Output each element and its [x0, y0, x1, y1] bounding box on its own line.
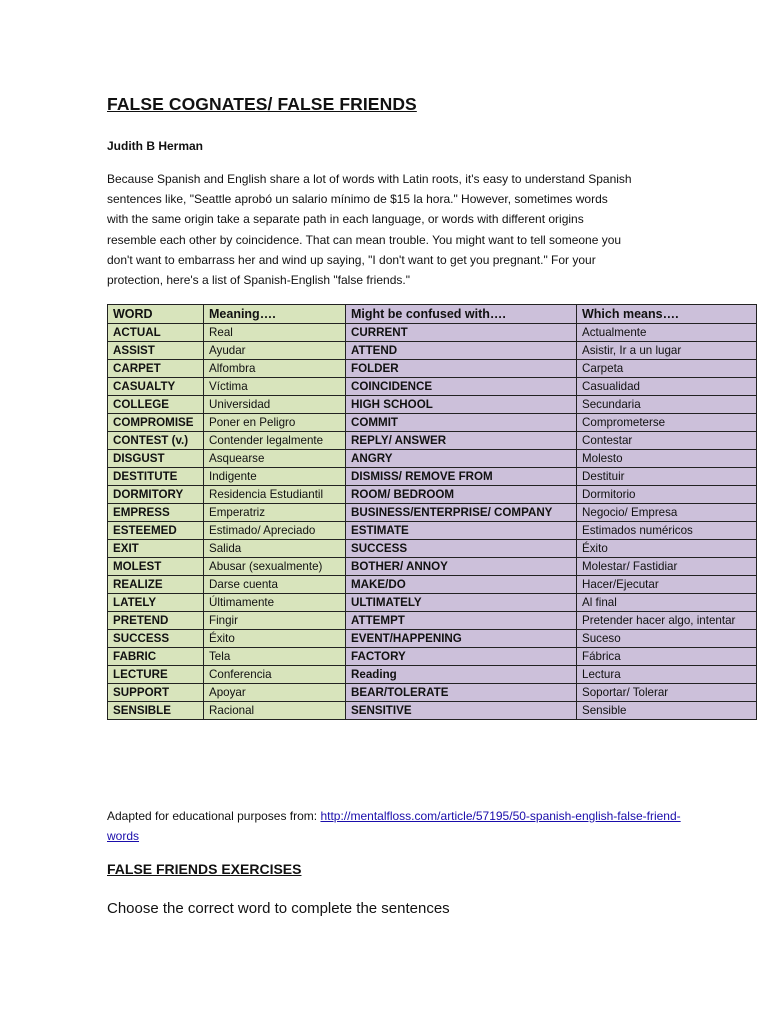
cell-confused-with: ATTEMPT: [346, 612, 577, 630]
cell-word: DISGUST: [108, 450, 204, 468]
cell-meaning: Indigente: [204, 468, 346, 486]
table-row: [108, 360, 757, 378]
cell-which-means: Destituir: [577, 468, 757, 486]
table-row: [108, 414, 757, 432]
cell-which-means: Secundaria: [577, 396, 757, 414]
cell-meaning: Últimamente: [204, 594, 346, 612]
cell-confused-with: EVENT/HAPPENING: [346, 630, 577, 648]
cell-word: FABRIC: [108, 648, 204, 666]
cell-word: DORMITORY: [108, 486, 204, 504]
table-row: [108, 558, 757, 576]
cell-meaning: Éxito: [204, 630, 346, 648]
cell-word: SENSIBLE: [108, 702, 204, 720]
cell-confused-with: FOLDER: [346, 360, 577, 378]
cell-meaning: Víctima: [204, 378, 346, 396]
table-row: [108, 432, 757, 450]
cell-which-means: Sensible: [577, 702, 757, 720]
intro-line: sentences like, "Seattle aprobó un salario mínimo de $15 la hora." However, sometimes words: [107, 192, 608, 207]
cell-which-means: Actualmente: [577, 324, 757, 342]
cell-confused-with: REPLY/ ANSWER: [346, 432, 577, 450]
cell-word: COMPROMISE: [108, 414, 204, 432]
cell-which-means: Soportar/ Tolerar: [577, 684, 757, 702]
cell-which-means: Molesto: [577, 450, 757, 468]
intro-line: Because Spanish and English share a lot of words with Latin roots, it's easy to understand Spanish: [107, 172, 632, 186]
intro-line: resemble each other by coincidence. That can mean trouble. You might want to tell someone you: [107, 232, 622, 247]
cell-confused-with: ANGRY: [346, 450, 577, 468]
cell-which-means: Molestar/ Fastidiar: [577, 558, 757, 576]
cell-word: PRETEND: [108, 612, 204, 630]
cell-word: CONTEST (v.): [108, 432, 204, 450]
cell-which-means: Fábrica: [577, 648, 757, 666]
cell-word: CARPET: [108, 360, 204, 378]
cell-confused-with: SUCCESS: [346, 540, 577, 558]
intro-paragraph: [107, 169, 657, 290]
intro-line: don't want to embarrass her and wind up saying, "I don't want to get you pregnant." For your: [107, 252, 596, 267]
cell-which-means: Hacer/Ejecutar: [577, 576, 757, 594]
cell-word: MOLEST: [108, 558, 204, 576]
document-title: FALSE COGNATES/ FALSE FRIENDS: [107, 94, 417, 114]
cell-meaning: Racional: [204, 702, 346, 720]
exercises-title: FALSE FRIENDS EXERCISES: [107, 861, 302, 877]
cell-word: SUCCESS: [108, 630, 204, 648]
table-row: [108, 522, 757, 540]
intro-line: with the same origin take a separate path in each language, or words with different origins: [107, 212, 584, 227]
cell-word: ACTUAL: [108, 324, 204, 342]
cell-which-means: Al final: [577, 594, 757, 612]
cell-confused-with: COMMIT: [346, 414, 577, 432]
cell-confused-with: MAKE/DO: [346, 576, 577, 594]
table-header-row: [108, 305, 757, 324]
cell-word: REALIZE: [108, 576, 204, 594]
cell-word: LECTURE: [108, 666, 204, 684]
cell-word: LATELY: [108, 594, 204, 612]
cell-confused-with: SENSITIVE: [346, 702, 577, 720]
cell-confused-with: ROOM/ BEDROOM: [346, 486, 577, 504]
cell-confused-with: FACTORY: [346, 648, 577, 666]
cell-confused-with: CURRENT: [346, 324, 577, 342]
cell-confused-with: COINCIDENCE: [346, 378, 577, 396]
cell-confused-with: ESTIMATE: [346, 522, 577, 540]
author-name: Judith B Herman: [107, 139, 204, 153]
table-body: [108, 324, 757, 720]
source-link[interactable]: http://mentalfloss.com/article/57195/50-spanish-english-false-friend-words: [107, 809, 681, 843]
cell-meaning: Ayudar: [204, 342, 346, 360]
header-which-means: Which means….: [577, 305, 757, 324]
table-row: [108, 504, 757, 522]
source-prefix: Adapted for educational purposes from:: [107, 809, 321, 823]
cell-meaning: Estimado/ Apreciado: [204, 522, 346, 540]
table-row: [108, 594, 757, 612]
cell-meaning: Apoyar: [204, 684, 346, 702]
table-row: [108, 648, 757, 666]
cell-word: DESTITUTE: [108, 468, 204, 486]
cell-confused-with: HIGH SCHOOL: [346, 396, 577, 414]
cell-meaning: Contender legalmente: [204, 432, 346, 450]
cell-which-means: Casualidad: [577, 378, 757, 396]
cell-word: EMPRESS: [108, 504, 204, 522]
header-meaning: Meaning….: [204, 305, 346, 324]
cell-word: EXIT: [108, 540, 204, 558]
cell-meaning: Residencia Estudiantil: [204, 486, 346, 504]
cell-meaning: Poner en Peligro: [204, 414, 346, 432]
cell-which-means: Estimados numéricos: [577, 522, 757, 540]
cell-word: SUPPORT: [108, 684, 204, 702]
table-row: [108, 540, 757, 558]
cell-meaning: Real: [204, 324, 346, 342]
cell-which-means: Pretender hacer algo, intentar: [577, 612, 757, 630]
cell-meaning: Salida: [204, 540, 346, 558]
cell-confused-with: ULTIMATELY: [346, 594, 577, 612]
cell-confused-with: BEAR/TOLERATE: [346, 684, 577, 702]
cell-meaning: Asquearse: [204, 450, 346, 468]
cell-meaning: Alfombra: [204, 360, 346, 378]
cell-which-means: Negocio/ Empresa: [577, 504, 757, 522]
table-row: [108, 630, 757, 648]
cell-meaning: Universidad: [204, 396, 346, 414]
header-confused-with: Might be confused with….: [346, 305, 577, 324]
cell-which-means: Carpeta: [577, 360, 757, 378]
cell-meaning: Conferencia: [204, 666, 346, 684]
header-word: WORD: [108, 305, 204, 324]
cell-which-means: Comprometerse: [577, 414, 757, 432]
cell-which-means: Lectura: [577, 666, 757, 684]
cell-word: COLLEGE: [108, 396, 204, 414]
cell-meaning: Tela: [204, 648, 346, 666]
table-row: [108, 666, 757, 684]
cell-meaning: Emperatriz: [204, 504, 346, 522]
cell-which-means: Suceso: [577, 630, 757, 648]
cell-which-means: Éxito: [577, 540, 757, 558]
table-row: [108, 324, 757, 342]
table-row: [108, 450, 757, 468]
table-row: [108, 468, 757, 486]
cell-confused-with: BOTHER/ ANNOY: [346, 558, 577, 576]
cell-meaning: Fingir: [204, 612, 346, 630]
table-row: [108, 576, 757, 594]
source-note: [107, 806, 707, 846]
cell-word: ASSIST: [108, 342, 204, 360]
cell-meaning: Darse cuenta: [204, 576, 346, 594]
table-row: [108, 396, 757, 414]
table-row: [108, 684, 757, 702]
cell-word: ESTEEMED: [108, 522, 204, 540]
cell-meaning: Abusar (sexualmente): [204, 558, 346, 576]
table-row: [108, 342, 757, 360]
cell-confused-with: Reading: [346, 666, 577, 684]
table-row: [108, 612, 757, 630]
cell-which-means: Dormitorio: [577, 486, 757, 504]
intro-line: protection, here's a list of Spanish-English "false friends.": [107, 273, 410, 288]
table-row: [108, 486, 757, 504]
cell-which-means: Asistir, Ir a un lugar: [577, 342, 757, 360]
cell-confused-with: BUSINESS/ENTERPRISE/ COMPANY: [346, 504, 577, 522]
cell-confused-with: ATTEND: [346, 342, 577, 360]
exercises-instruction: Choose the correct word to complete the sentences: [107, 900, 450, 917]
false-friends-table: [107, 304, 757, 720]
cell-word: CASUALTY: [108, 378, 204, 396]
cell-which-means: Contestar: [577, 432, 757, 450]
table-row: [108, 378, 757, 396]
cell-confused-with: DISMISS/ REMOVE FROM: [346, 468, 577, 486]
table-row: [108, 702, 757, 720]
